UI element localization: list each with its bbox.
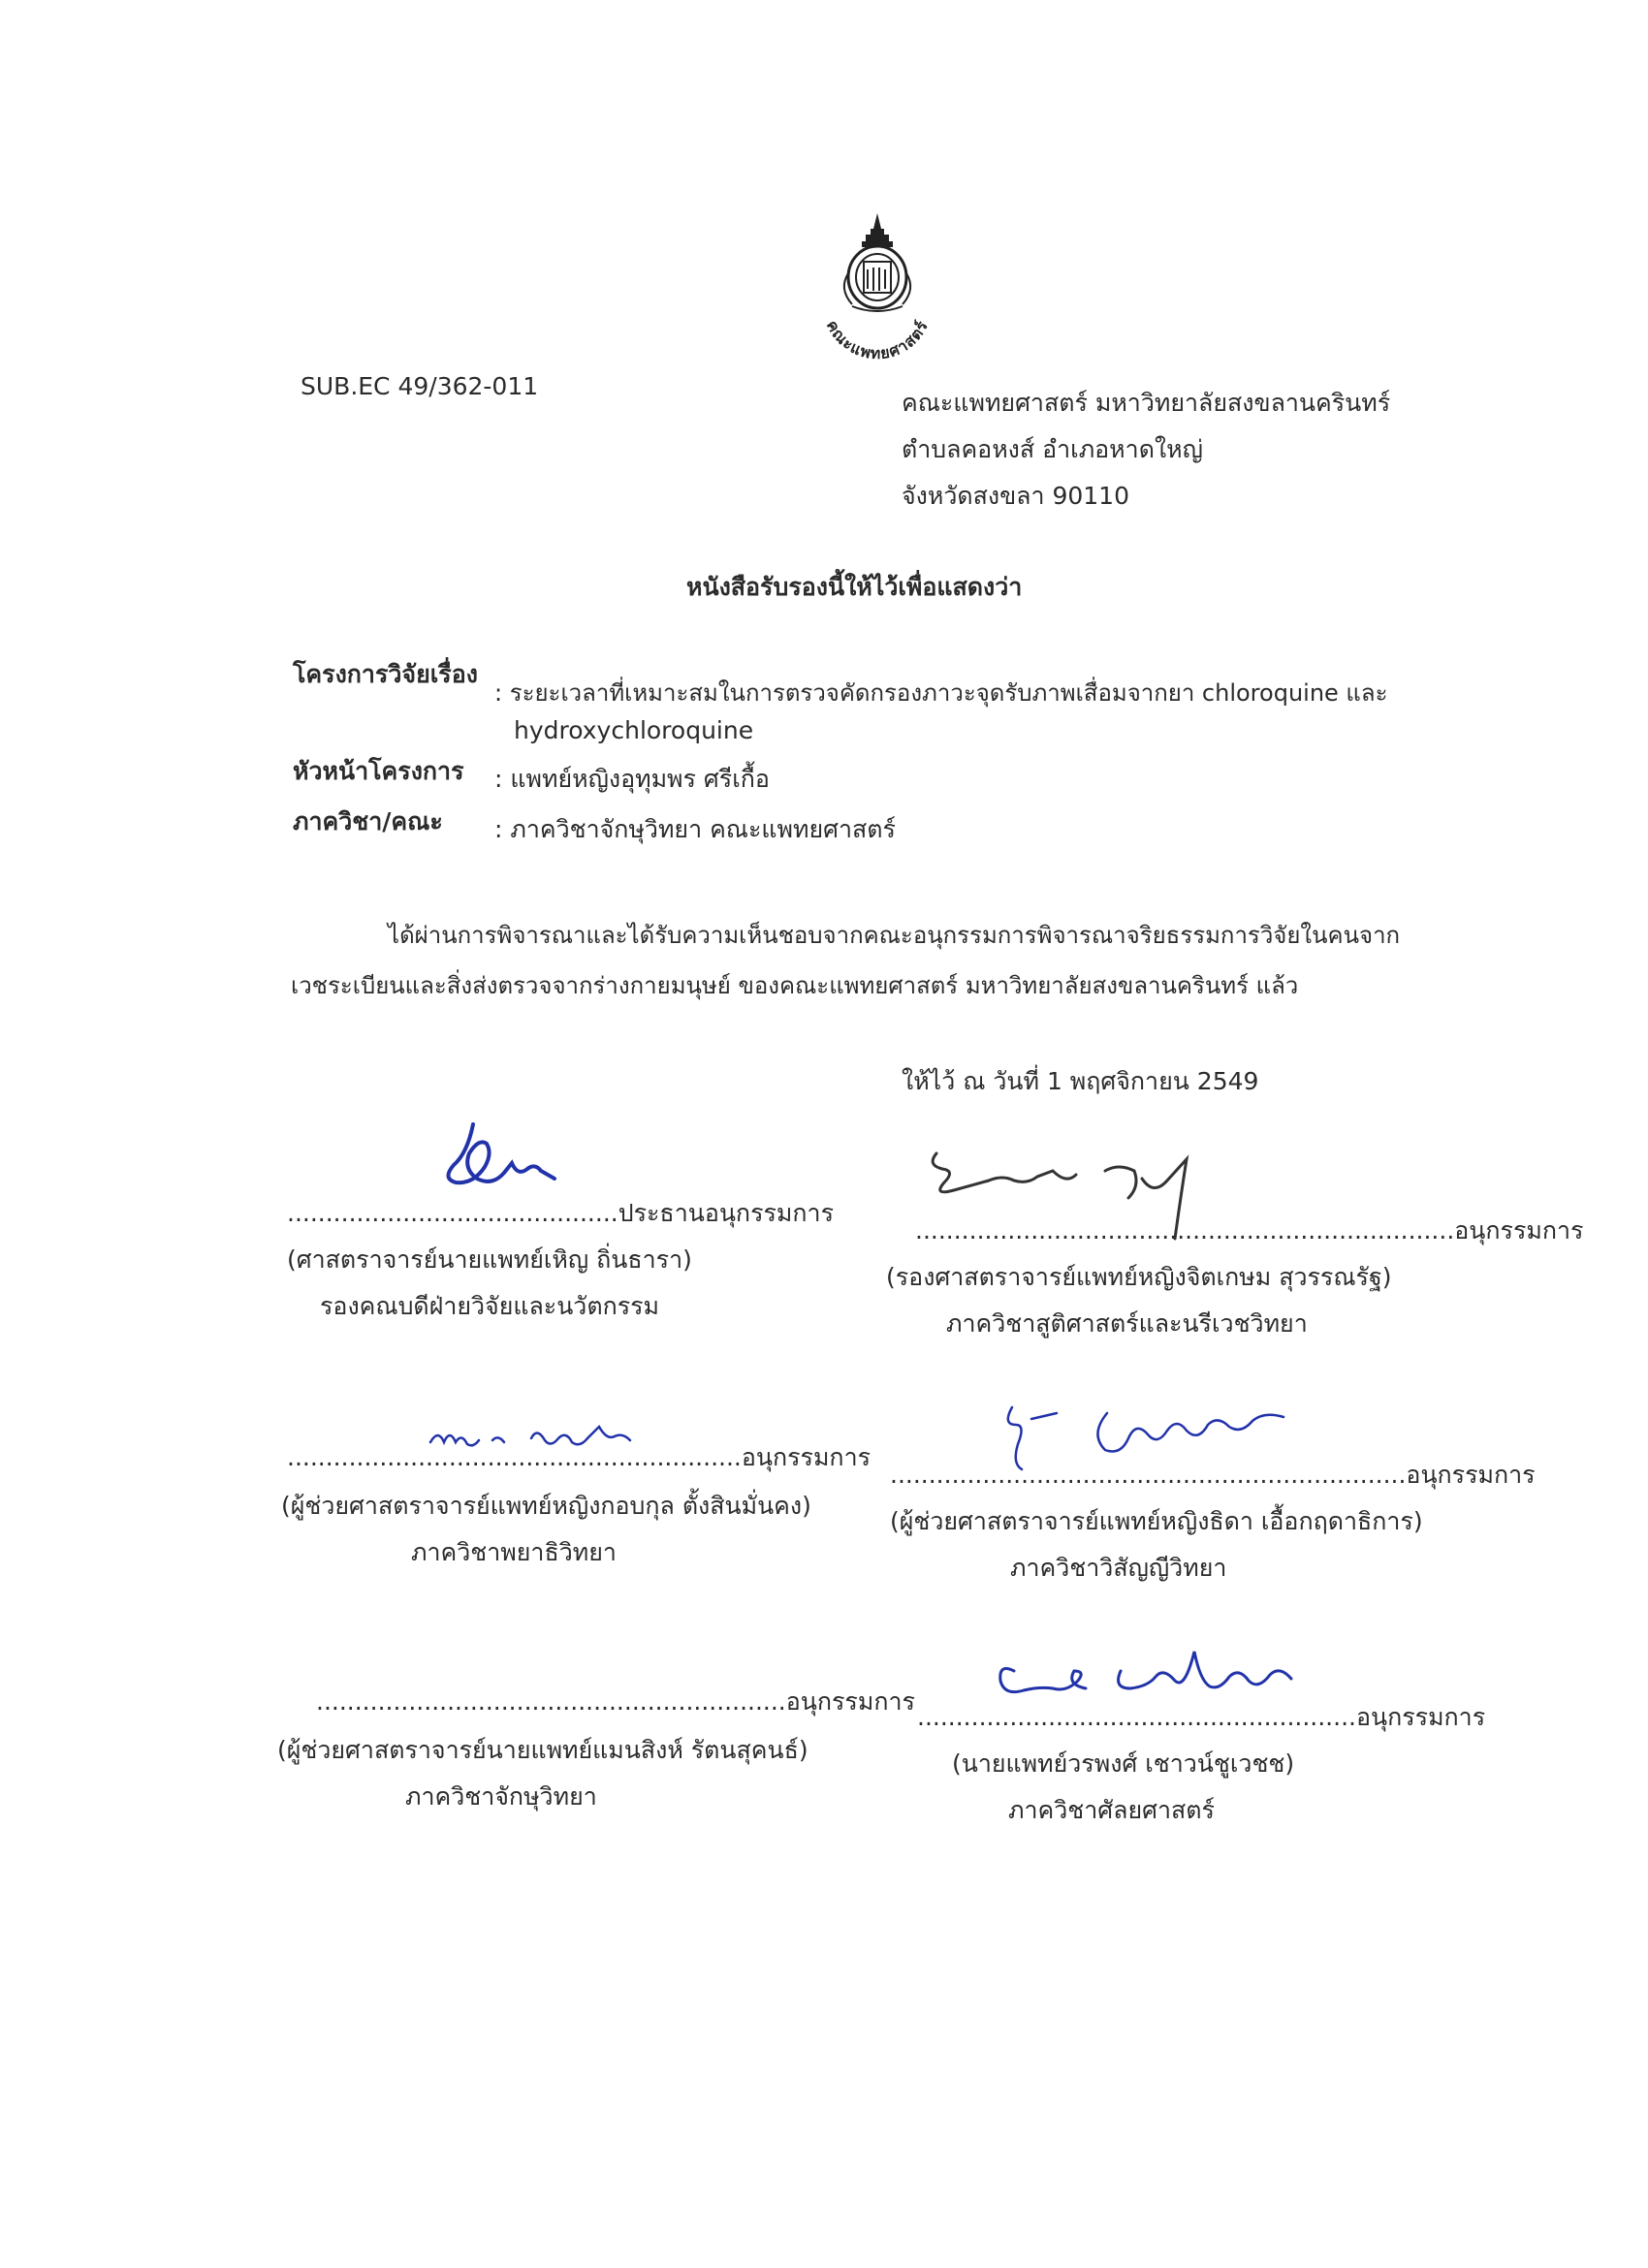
signatory-2-position: ภาควิชาสูติศาสตร์และนรีเวชวิทยา [946, 1309, 1308, 1338]
signatory-2-line: ......................................................................อนุกรรมการ [915, 1216, 1584, 1244]
signatory-1-position: รองคณบดีฝ่ายวิจัยและนวัตกรรม [320, 1292, 660, 1320]
signatory-3-position: ภาควิชาพยาธิวิทยา [411, 1538, 617, 1566]
project-title-line-2: hydroxychloroquine [514, 716, 754, 744]
signatory-6-line: .........................................................อนุกรรมการ [917, 1703, 1486, 1731]
certificate-title: หนังสือรับรองนี้ให้ไว้เพื่อแสดงว่า [686, 573, 1023, 601]
signatory-6-position: ภาควิชาศัลยศาสตร์ [1008, 1796, 1215, 1824]
signatory-5-position: ภาควิชาจักษุวิทยา [405, 1782, 597, 1811]
project-head-value: : แพทย์หญิงอุทุมพร ศรีเกื้อ [494, 765, 770, 793]
issue-date: ให้ไว้ ณ วันที่ 1 พฤศจิกายน 2549 [902, 1067, 1259, 1095]
signature-committee-6 [985, 1642, 1305, 1710]
signatory-6-name: (นายแพทย์วรพงศ์ เชาวน์ชูเวชช) [952, 1749, 1295, 1778]
reference-number: SUB.EC 49/362-011 [301, 372, 539, 400]
signatory-1-line: ...........................................ประธานอนุกรรมการ [287, 1199, 835, 1227]
body-line-1: ได้ผ่านการพิจารณาและได้รับความเห็นชอบจากคณะอนุกรรมการพิจารณาจริยธรรมการวิจัยในคนจาก [388, 922, 1401, 949]
department-label: ภาควิชา/คณะ [293, 807, 443, 835]
address-line-1: คณะแพทยศาสตร์ มหาวิทยาลัยสงขลานครินทร์ [902, 389, 1391, 417]
body-line-2: เวชระเบียนและสิ่งส่งตรวจจากร่างกายมนุษย์ ของคณะแพทยศาสตร์ มหาวิทยาลัยสงขลานครินทร์ แล้ว [291, 972, 1299, 999]
signatory-3-line: ...........................................................อนุกรรมการ [287, 1443, 872, 1471]
signatory-1-name: (ศาสตราจารย์นายแพทย์เหิญ ถิ่นธารา) [287, 1245, 692, 1274]
svg-text:คณะแพทยศาสตร์ [823, 317, 932, 362]
signatory-2-name: (รองศาสตราจารย์แพทย์หญิงจิตเกษม สุวรรณรัฐ) [886, 1263, 1392, 1291]
signature-chairman [434, 1115, 560, 1196]
signatory-4-name: (ผู้ช่วยศาสตราจารย์แพทย์หญิงธิดา เอื้อกฤดาธิการ) [890, 1507, 1423, 1535]
address-line-3: จังหวัดสงขลา 90110 [902, 482, 1129, 510]
signatory-4-position: ภาควิชาวิสัญญีวิทยา [1010, 1554, 1227, 1582]
project-title-line-1: : ระยะเวลาที่เหมาะสมในการตรวจคัดกรองภาวะจุดรับภาพเสื่อมจากยา chloroquine และ [494, 679, 1388, 707]
project-head-label: หัวหน้าโครงการ [293, 757, 464, 785]
signatory-3-name: (ผู้ช่วยศาสตราจารย์แพทย์หญิงกอบกุล ตั้งสินมั่นคง) [281, 1492, 811, 1520]
address-line-2: ตำบลคอหงส์ อำเภอหาดใหญ่ [902, 435, 1203, 463]
seal-text: คณะแพทยศาสตร์ [822, 317, 933, 363]
faculty-seal-emblem [809, 211, 945, 366]
department-value: : ภาควิชาจักษุวิทยา คณะแพทยศาสตร์ [494, 815, 896, 843]
signatory-5-name: (ผู้ช่วยศาสตราจารย์นายแพทย์แมนสิงห์ รัตนสุคนธ์) [277, 1736, 808, 1764]
signatory-5-line: .............................................................อนุกรรมการ [316, 1687, 915, 1716]
signatory-4-line: ...................................................................อนุกรรมการ [890, 1461, 1536, 1489]
project-label: โครงการวิจัยเรื่อง [293, 660, 478, 688]
